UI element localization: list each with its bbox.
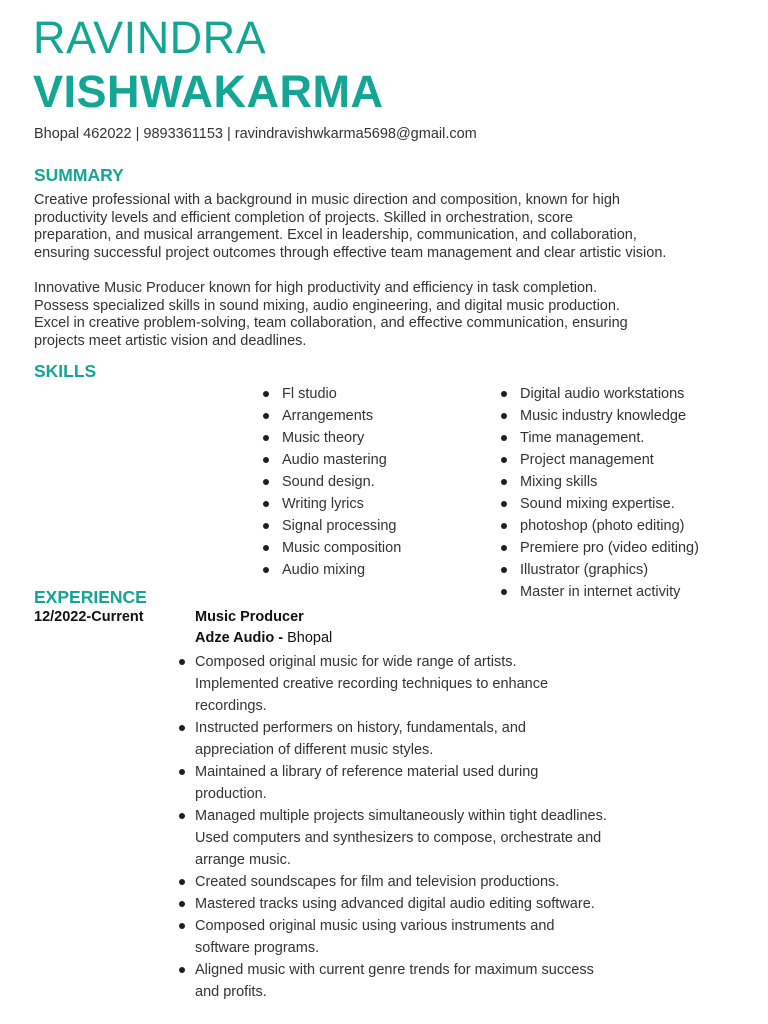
skill-item: photoshop (photo editing) — [500, 515, 699, 537]
duty-item — [177, 959, 657, 1003]
skill-item: Master in internet activity — [500, 581, 699, 603]
skill-item: Signal processing — [262, 515, 401, 537]
summary-line: Possess specialized skills in sound mixing, audio engineering, and digital music production. — [34, 297, 620, 314]
skill-item: Illustrator (graphics) — [500, 559, 699, 581]
duty-line: Implemented creative recording techniques to enhance — [195, 676, 549, 692]
duty-item — [177, 717, 657, 761]
skill-item: Writing lyrics — [262, 493, 401, 515]
duty-line: and profits. — [195, 984, 267, 1000]
skill-item: Mixing skills — [500, 471, 699, 493]
duty-line: Instructed performers on history, fundamentals, and — [195, 720, 526, 736]
duty-line: Aligned music with current genre trends for maximum success — [195, 962, 594, 978]
duty-line: Mastered tracks using advanced digital audio editing software. — [195, 896, 595, 912]
duty-item — [177, 915, 657, 959]
duty-item — [177, 805, 657, 871]
summary-line: Excel in creative problem-solving, team collaboration, and effective communication, ensuring — [34, 315, 628, 332]
duty-line: production. — [195, 786, 267, 802]
duty-item — [177, 651, 657, 717]
duty-line: recordings. — [195, 698, 267, 714]
summary-line: Innovative Music Producer known for high productivity and efficiency in task completion. — [34, 280, 598, 296]
duty-line: Created soundscapes for film and television productions. — [195, 874, 560, 890]
experience-heading: EXPERIENCE — [34, 587, 147, 607]
company-line — [195, 630, 332, 646]
summary-line: preparation, and musical arrangement. Excel in leadership, communication, and collaboration, — [34, 227, 637, 244]
skill-item: Fl studio — [262, 383, 401, 405]
contact-line: Bhopal 462022 | 9893361153 | ravindravishwkarma5698@gmail.com — [34, 126, 477, 142]
duty-item — [177, 871, 657, 893]
duty-line: Composed original music using various instruments and — [195, 918, 555, 934]
company-name: Adze Audio - — [195, 630, 284, 646]
duty-line: Maintained a library of reference material used during — [195, 764, 539, 780]
summary-heading: SUMMARY — [34, 165, 124, 185]
skill-item: Premiere pro (video editing) — [500, 537, 699, 559]
skill-item: Sound mixing expertise. — [500, 493, 699, 515]
last-name: VISHWAKARMA — [33, 66, 384, 117]
duty-item — [177, 893, 657, 915]
skills-heading: SKILLS — [34, 361, 97, 381]
skill-item: Sound design. — [262, 471, 401, 493]
job-date-range: 12/2022-Current — [34, 609, 144, 625]
company-location: Bhopal — [283, 630, 333, 646]
skill-item: Project management — [500, 449, 699, 471]
duty-line: Used computers and synthesizers to compose, orchestrate and — [195, 830, 602, 846]
duty-line: Composed original music for wide range of artists. — [195, 654, 517, 670]
skill-item: Time management. — [500, 427, 699, 449]
summary-line: productivity levels and efficient completion of projects. Skilled in orchestration, score — [34, 209, 573, 226]
skill-item: Music theory — [262, 427, 401, 449]
summary-paragraph-1 — [34, 192, 734, 263]
skill-item: Audio mixing — [262, 559, 401, 581]
job-title: Music Producer — [195, 609, 304, 625]
skill-item: Audio mastering — [262, 449, 401, 471]
skill-item: Music composition — [262, 537, 401, 559]
skills-list-left — [262, 383, 401, 581]
skill-item: Arrangements — [262, 405, 401, 427]
summary-paragraph-2 — [34, 280, 734, 351]
summary-line: ensuring successful project outcomes through effective team management and clear artistic vision. — [34, 245, 667, 262]
skills-list-right — [500, 383, 699, 603]
first-name: RAVINDRA — [33, 12, 267, 63]
duty-line: appreciation of different music styles. — [195, 742, 434, 758]
skill-item: Music industry knowledge — [500, 405, 699, 427]
summary-line: Creative professional with a background in music direction and composition, known for high — [34, 192, 620, 208]
duty-line: Managed multiple projects simultaneously within tight deadlines. — [195, 808, 607, 824]
duty-line: arrange music. — [195, 852, 291, 868]
duty-item — [177, 761, 657, 805]
summary-line: projects meet artistic vision and deadlines. — [34, 333, 307, 350]
skill-item: Digital audio workstations — [500, 383, 699, 405]
job-duties-list — [177, 651, 657, 1003]
duty-line: software programs. — [195, 940, 320, 956]
